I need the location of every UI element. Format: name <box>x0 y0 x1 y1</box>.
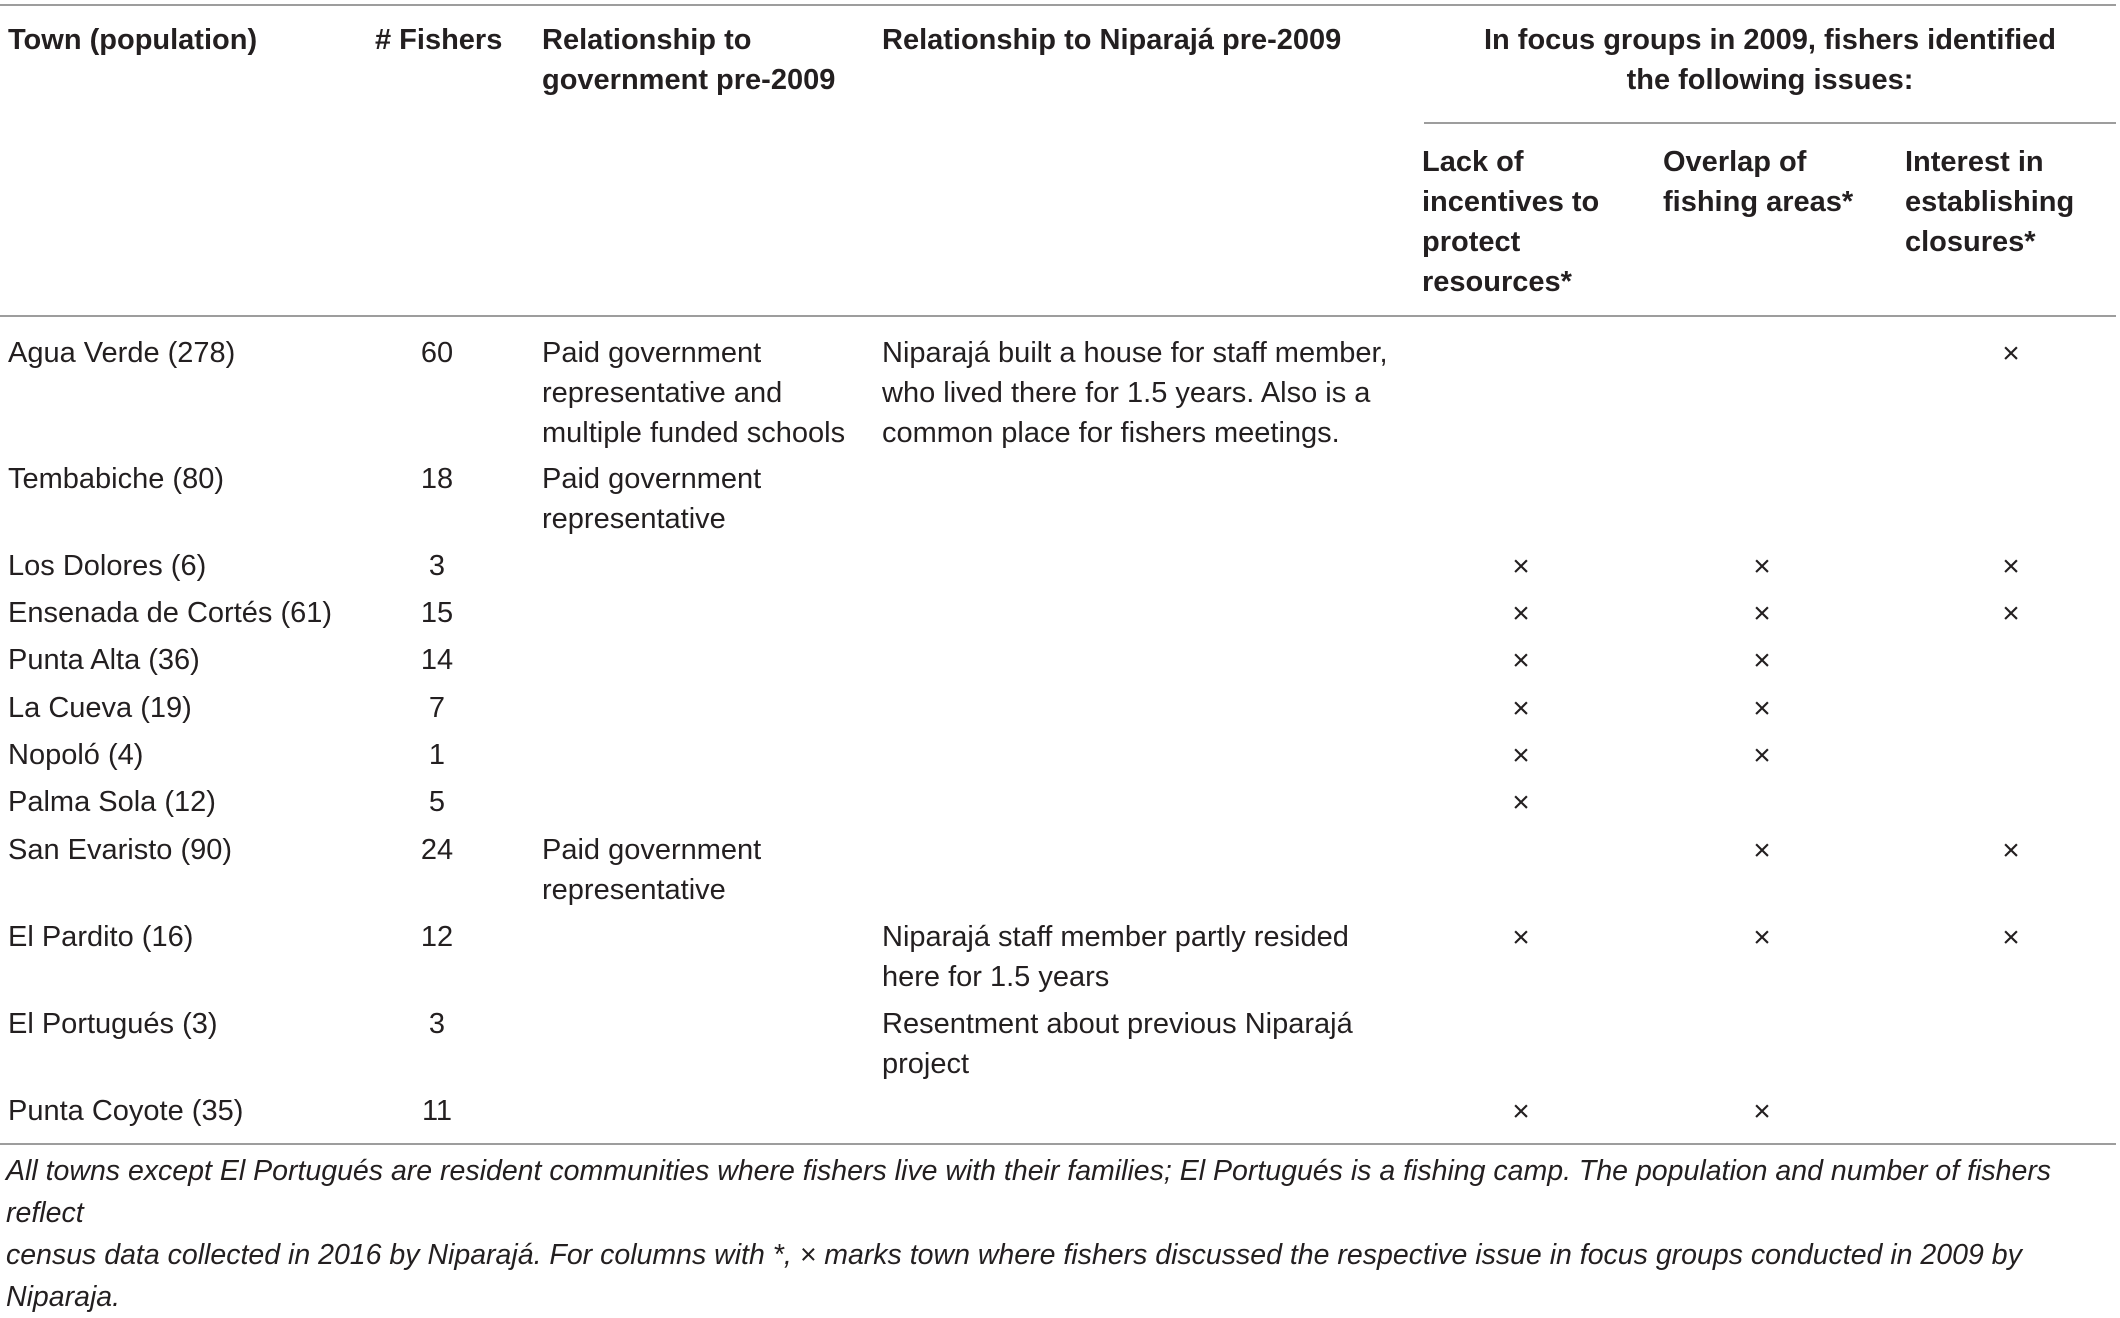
government-cell <box>542 333 845 453</box>
issue-mark: × <box>1512 550 1530 583</box>
issue-mark: × <box>2002 337 2020 370</box>
town-cell: La Cueva (19) <box>8 692 192 724</box>
government-line: Paid government <box>542 337 762 369</box>
issue-mark: × <box>1512 921 1530 954</box>
issue-mark: × <box>1512 644 1530 677</box>
table-bottom-rule <box>0 1143 2116 1145</box>
government-cell <box>542 830 761 910</box>
issue-mark: × <box>1753 739 1771 772</box>
issue-mark: × <box>2002 597 2020 630</box>
header-town: Town (population) <box>8 24 258 56</box>
government-cell <box>542 459 761 539</box>
town-cell: Palma Sola (12) <box>8 786 216 818</box>
issue-mark: × <box>1512 1095 1530 1128</box>
issue-mark: × <box>1753 644 1771 677</box>
government-line: representative and <box>542 377 783 409</box>
issue-mark: × <box>1753 692 1771 725</box>
niparaja-cell <box>882 333 1388 453</box>
header-overlap-line: Overlap of <box>1663 146 1807 178</box>
header-interest-line: establishing <box>1905 186 2075 218</box>
niparaja-line: here for 1.5 years <box>882 961 1110 993</box>
header-lack-line: protect <box>1422 226 1521 258</box>
fishers-cell: 18 <box>420 463 454 495</box>
town-cell: Nopoló (4) <box>8 739 144 771</box>
issue-mark: × <box>2002 834 2020 867</box>
header-interest-line: Interest in <box>1905 146 2044 178</box>
town-cell: Punta Alta (36) <box>8 644 200 676</box>
issue-mark: × <box>1753 550 1771 583</box>
header-lack-incentives <box>1422 142 1599 302</box>
issue-mark: × <box>1753 921 1771 954</box>
issue-mark: × <box>1753 834 1771 867</box>
fishers-cell: 14 <box>420 644 454 676</box>
town-cell: Los Dolores (6) <box>8 550 207 582</box>
niparaja-line: project <box>882 1048 970 1080</box>
fishers-cell: 60 <box>420 337 454 369</box>
government-line: representative <box>542 503 726 535</box>
town-cell: El Pardito (16) <box>8 921 194 953</box>
header-government-line: government pre-2009 <box>542 64 836 96</box>
table-top-rule <box>0 4 2116 6</box>
header-lack-line: incentives to <box>1422 186 1600 218</box>
niparaja-line: Niparajá staff member partly resided <box>882 921 1349 953</box>
footnote-line: All towns except El Portugués are resident communities where fishers live with their families; El Portugués is a fishing camp. The population and number of fishers reflect <box>6 1155 2052 1229</box>
issue-mark: × <box>2002 921 2020 954</box>
header-bottom-rule <box>0 315 2116 317</box>
government-line: Paid government <box>542 834 762 866</box>
fishers-cell: 5 <box>428 786 446 818</box>
header-fishers: # Fishers <box>375 24 503 56</box>
government-line: Paid government <box>542 463 762 495</box>
niparaja-line: who lived there for 1.5 years. Also is a <box>882 377 1371 409</box>
issue-mark: × <box>1753 597 1771 630</box>
issue-mark: × <box>1512 786 1530 819</box>
fishers-cell: 11 <box>421 1095 453 1127</box>
header-lack-line: resources* <box>1422 266 1572 298</box>
footnote-line: census data collected in 2016 by Niparajá. For columns with *, × marks town where fishers discussed the respective issue in focus groups conducted in 2009 by Niparaja. <box>6 1239 2022 1313</box>
header-issues-line: the following issues: <box>1626 64 1914 96</box>
header-lack-line: Lack of <box>1422 146 1524 178</box>
fishers-cell: 3 <box>428 1008 446 1040</box>
header-niparaja: Relationship to Niparajá pre-2009 <box>882 24 1342 56</box>
issue-mark: × <box>2002 550 2020 583</box>
niparaja-line: Niparajá built a house for staff member, <box>882 337 1388 369</box>
header-interest-line: closures* <box>1905 226 2036 258</box>
header-government <box>542 20 835 100</box>
niparaja-cell <box>882 1004 1353 1084</box>
header-overlap <box>1663 142 1853 222</box>
fishers-cell: 3 <box>428 550 446 582</box>
niparaja-cell <box>882 917 1349 997</box>
header-overlap-line: fishing areas* <box>1663 186 1854 218</box>
fishers-cell: 15 <box>420 597 454 629</box>
town-cell: Tembabiche (80) <box>8 463 224 495</box>
fishers-cell: 24 <box>420 834 454 866</box>
fishers-cell: 12 <box>420 921 454 953</box>
town-cell: El Portugués (3) <box>8 1008 218 1040</box>
issue-mark: × <box>1512 692 1530 725</box>
header-issues-line: In focus groups in 2009, fishers identified <box>1483 24 2057 56</box>
header-interest <box>1905 142 2074 262</box>
town-cell: Ensenada de Cortés (61) <box>8 597 333 629</box>
header-group-rule <box>1424 122 2116 124</box>
town-cell: San Evaristo (90) <box>8 834 233 866</box>
header-government-line: Relationship to <box>542 24 752 56</box>
issue-mark: × <box>1512 739 1530 772</box>
fishers-cell: 1 <box>428 739 446 771</box>
town-cell: Agua Verde (278) <box>8 337 236 369</box>
header-issues-group <box>1424 20 2116 100</box>
town-cell: Punta Coyote (35) <box>8 1095 244 1127</box>
government-line: multiple funded schools <box>542 417 846 449</box>
government-line: representative <box>542 874 726 906</box>
issue-mark: × <box>1512 597 1530 630</box>
issue-mark: × <box>1753 1095 1771 1128</box>
table-footnote <box>6 1150 2116 1318</box>
niparaja-line: common place for fishers meetings. <box>882 417 1340 449</box>
niparaja-line: Resentment about previous Niparajá <box>882 1008 1353 1040</box>
fishers-cell: 7 <box>428 692 446 724</box>
